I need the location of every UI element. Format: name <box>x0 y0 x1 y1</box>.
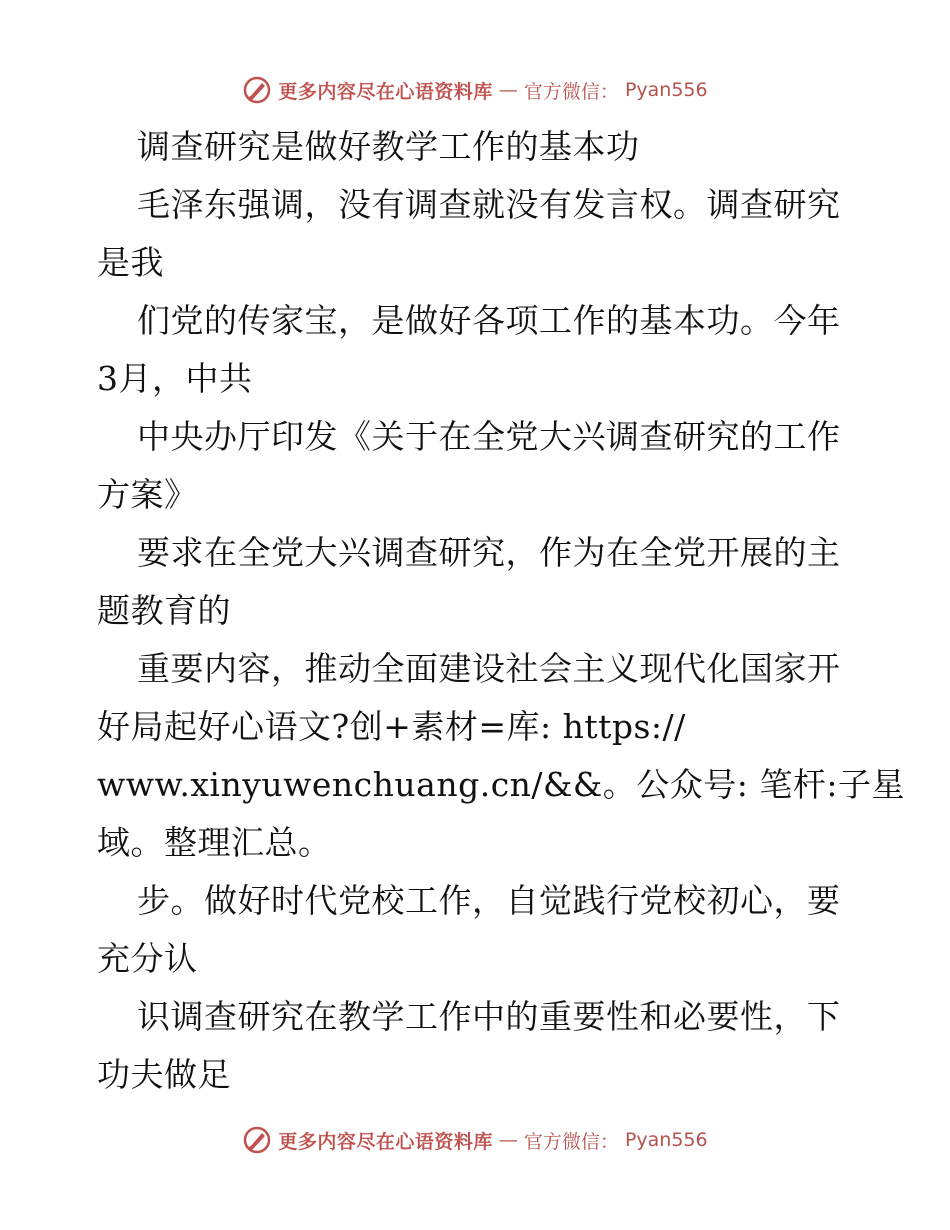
banner-wechat-id: Pyan556 <box>624 79 708 101</box>
paragraph-line: 步。做好时代党校工作，自觉践行党校初心，要 <box>137 881 841 920</box>
banner-dash: — <box>498 1129 518 1151</box>
paragraph-line: 要求在全党大兴调查研究，作为在全党开展的主 <box>137 533 841 572</box>
banner-content <box>242 75 707 105</box>
paragraph-line: 中央办厅印发《关于在全党大兴调查研究的工作 <box>137 417 841 456</box>
header-banner <box>0 70 950 110</box>
banner-content <box>242 1125 707 1155</box>
banner-official-label: 官方微信： <box>523 1130 619 1153</box>
paragraph-line: 识调查研究在教学工作中的重要性和必要性，下 <box>137 997 841 1036</box>
document-body <box>97 118 906 1104</box>
pen-nib-logo-icon <box>242 75 272 105</box>
paragraph-line: 域。整理汇总。 <box>97 823 332 862</box>
paragraph-line: www.xinyuwenchuang.cn/&&。公众号: 笔杆:子星 <box>97 765 906 804</box>
footer-banner <box>0 1120 950 1160</box>
paragraph-line: 方案》 <box>97 475 198 514</box>
banner-slogan: 更多内容尽在心语资料库 <box>278 1130 493 1153</box>
paragraph-line: 题教育的 <box>97 591 231 630</box>
banner-slogan: 更多内容尽在心语资料库 <box>278 80 493 103</box>
paragraph-line: 充分认 <box>97 939 198 978</box>
paragraph-line: 毛泽东强调，没有调查就没有发言权。调查研究 <box>137 185 841 224</box>
banner-official-label: 官方微信： <box>523 80 619 103</box>
paragraph-line: 功夫做足 <box>97 1055 231 1094</box>
paragraph-line: 调查研究是做好教学工作的基本功 <box>137 127 640 166</box>
pen-nib-logo-icon <box>242 1125 272 1155</box>
paragraph-line: 3月，中共 <box>97 359 253 398</box>
banner-dash: — <box>498 79 518 101</box>
paragraph-line: 好局起好心语文?创+素材=库: https:// <box>97 707 686 746</box>
paragraph-line: 们党的传家宝，是做好各项工作的基本功。今年 <box>137 301 841 340</box>
banner-wechat-id: Pyan556 <box>624 1129 708 1151</box>
paragraph-line: 是我 <box>97 243 164 282</box>
paragraph-line: 重要内容，推动全面建设社会主义现代化国家开 <box>137 649 841 688</box>
